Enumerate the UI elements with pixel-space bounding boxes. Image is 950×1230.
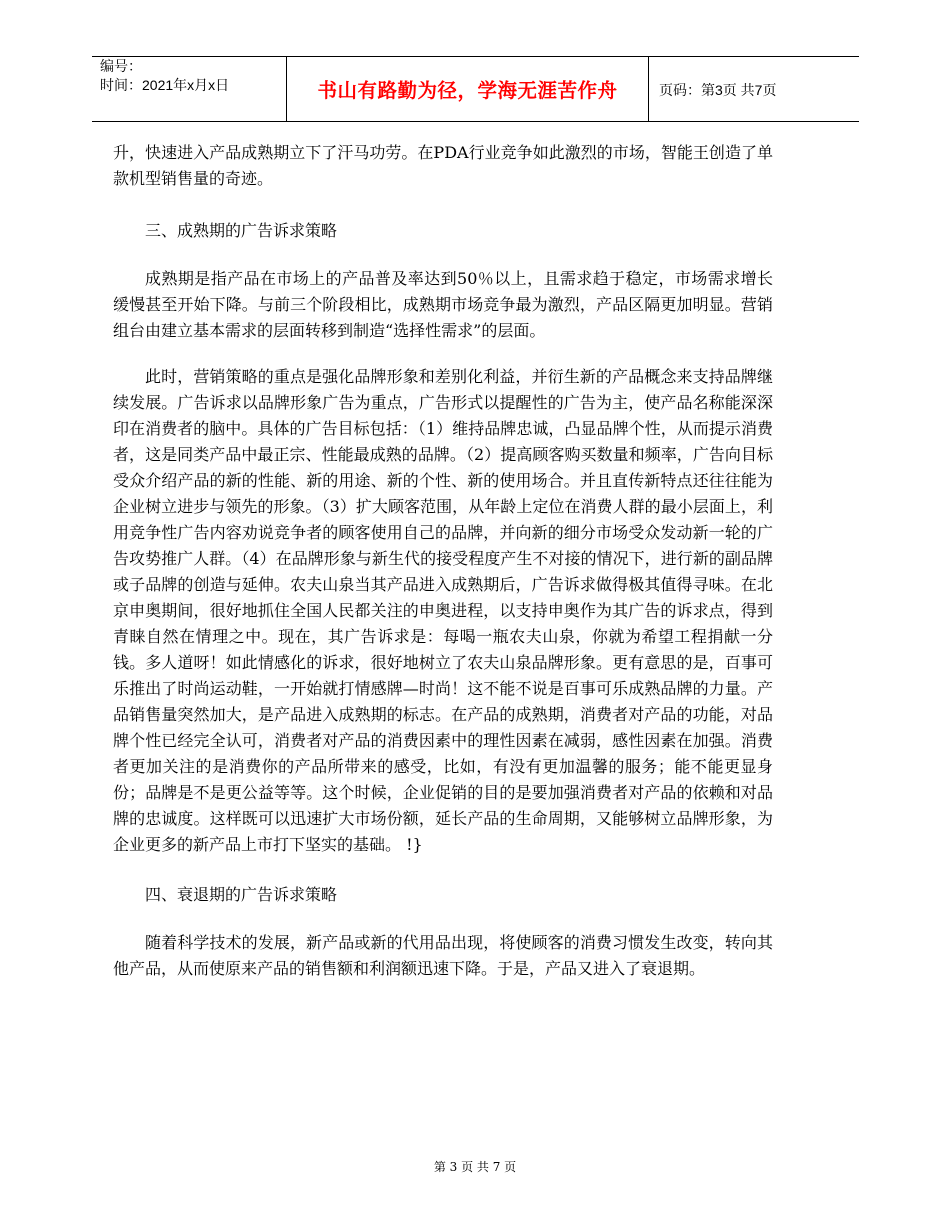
- body-paragraph: 成熟期是指产品在市场上的产品普及率达到50％以上，且需求趋于稳定，市场需求增长缓慢甚至开始下降。与前三个阶段相比，成熟期市场竞争最为激烈，产品区隔更加明显。营销组台由建立基本需求的层面转移到制造“选择性需求”的层面。: [113, 269, 773, 340]
- header-motto: 书山有路勤为径，学海无涯苦作舟: [317, 78, 618, 102]
- body-paragraph: 升，快速进入产品成熟期立下了汗马功劳。在PDA行业竞争如此激烈的市场，智能王创造了单款机型销售量的奇迹。: [113, 143, 773, 188]
- body-paragraph: 随着科学技术的发展，新产品或新的代用品出现，将使顾客的消费习惯发生改变，转向其他产品，从而使原来产品的销售额和利润额迅速下降。于是，产品又进入了衰退期。: [113, 933, 773, 978]
- header-divider-right: [648, 56, 649, 121]
- header-meta: [100, 57, 229, 95]
- body-paragraph: 此时，营销策略的重点是强化品牌形象和差别化利益，并衍生新的产品概念来支持品牌继续发展。广告诉求以品牌形象广告为重点，广告形式以提醒性的广告为主，使产品名称能深深印在消费者的脑中。具体的广告目标包括：（1）维持品牌忠诚，凸显品牌个性，从而提示消费者，这是同类产品中最正宗、性能最成熟的品牌。（2）提高顾客购买数量和频率，广告向目标受众介绍产品的新的性能、新的用途、新的个性、新的使用场合。并且直传新特点还往往能为企业树立进步与领先的形象。（3）扩大顾客范围，从年龄上定位在消费人群的最小层面上，利用竞争性广告内容劝说竞争者的顾客使用自己的品牌，并向新的细分市场受众发动新一轮的广告攻势推广人群。（4）在品牌形象与新生代的接受程度产生不对接的情况下，进行新的副品牌或子品牌的创造与延伸。农夫山泉当其产品进入成熟期后，广告诉求做得极其值得寻味。在北京申奥期间，很好地抓住全国人民都关注的申奥进程，以支持申奥作为其广告的诉求点，得到青睐自然在情理之中。现在，其广告诉求是：每喝一瓶农夫山泉，你就为希望工程捐献一分钱。多人道呀！如此情感化的诉求，很好地树立了农夫山泉品牌形象。更有意思的是，百事可乐推出了时尚运动鞋，一开始就打情感牌—时尚！这不能不说是百事可乐成熟品牌的力量。产品销售量突然加大，是产品进入成熟期的标志。在产品的成熟期，消费者对产品的功能，对品牌个性已经完全认可，消费者对产品的消费因素中的理性因素在减弱，感性因素在加强。消费者更加关注的是消费你的产品所带来的感受，比如，有没有更加温馨的服务；能不能更显身份；品牌是不是更公益等等。这个时候，企业促销的目的是要加强消费者对产品的依赖和对品牌的忠诚度。这样既可以迅速扩大市场份额，延长产品的生命周期，又能够树立品牌形象，为企业更多的新产品上市打下坚实的基础。 !}: [113, 367, 773, 854]
- document-time: 时间：2021年x月x日: [100, 77, 230, 93]
- document-code-label: 编号：: [100, 58, 142, 74]
- header-bottom-rule: [92, 121, 859, 122]
- section-heading: 四、衰退期的广告诉求策略: [145, 885, 338, 904]
- document-body: [113, 140, 773, 982]
- section-heading: 三、成熟期的广告诉求策略: [145, 221, 338, 240]
- page-footer: 第 3 页 共 7 页: [433, 1160, 517, 1174]
- header-page-info: 页码：第3页 共7页: [659, 82, 777, 98]
